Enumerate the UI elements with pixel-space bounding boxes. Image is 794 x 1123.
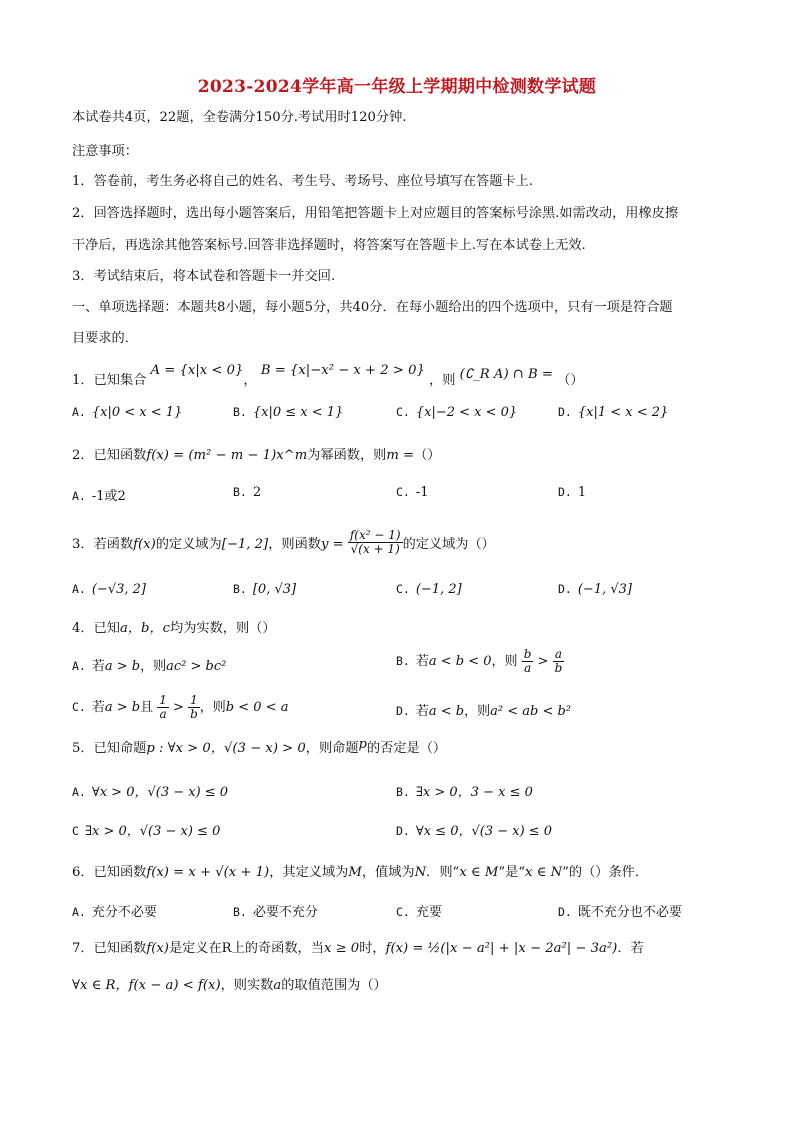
fraction-den: b	[190, 707, 198, 721]
option-cond: a > b	[104, 659, 141, 674]
option-result: a² < ab < b²	[490, 704, 572, 719]
option-label: D.	[396, 704, 410, 718]
q2-m: m =	[386, 448, 415, 463]
q7-ask: 的取值范围为（）	[281, 978, 387, 993]
q1-paren: （）	[557, 373, 584, 388]
option-text: (−1, 2]	[415, 582, 462, 597]
q1-option-d	[558, 405, 668, 420]
option-label: D.	[558, 485, 572, 499]
q7-condition: ∀x ∈ R，f(x − a) < f(x)	[72, 978, 221, 993]
question-7-stem	[72, 940, 644, 958]
option-cond: a > b	[104, 700, 141, 715]
fraction-num: 1	[159, 693, 167, 707]
q2-option-d	[558, 485, 586, 500]
section-heading-line2: 目要求的．	[72, 331, 138, 346]
option-label: A.	[72, 405, 86, 419]
q1-then: ，则	[429, 373, 456, 388]
q7-then: ，则实数	[220, 978, 274, 993]
q1-set-b: B = {x|−x² − x + 2 > 0}	[260, 363, 425, 378]
fraction-den: a	[159, 707, 167, 721]
question-7-stem-line2	[72, 977, 387, 995]
q2-expression: f(x) = (m² − m − 1)x^m	[146, 448, 308, 463]
q4-tail: 均为实数，则（）	[170, 621, 276, 636]
q3-numerator: f(x² − 1)	[349, 528, 401, 542]
notice-heading: 注意事项：	[72, 144, 138, 159]
q3-option-d	[558, 582, 632, 597]
option-text: -1	[415, 485, 429, 500]
q7-mid1: 是定义在R上的奇函数，当	[168, 941, 324, 956]
option-fraction-1	[157, 694, 169, 721]
q6-mid4: ”是“	[498, 865, 526, 880]
q5-p: p	[358, 737, 367, 752]
option-label: B.	[233, 485, 247, 499]
option-text: ∃x > 0，3 − x ≤ 0	[415, 785, 533, 800]
option-label: A.	[72, 905, 86, 919]
option-mid: ，则	[491, 654, 518, 669]
option-label: C	[72, 824, 79, 838]
q5-tail: 的否定是（）	[367, 741, 447, 756]
option-text: [0, √3]	[252, 582, 297, 597]
q1-expression: (∁_R A) ∩ B =	[459, 367, 553, 382]
option-mid: ，则	[464, 704, 491, 719]
question-3-stem	[72, 528, 495, 558]
q3-tail: 的定义域为（）	[402, 537, 495, 552]
q4-vars: a，b，c	[119, 621, 171, 636]
q2-option-a	[72, 485, 126, 504]
option-label: D.	[558, 405, 572, 419]
option-label: A.	[72, 785, 86, 799]
option-label: B.	[396, 654, 410, 668]
option-label: C.	[396, 405, 410, 419]
question-2-stem	[72, 447, 440, 465]
option-text: 必要不充分	[252, 905, 318, 920]
option-label: D.	[396, 824, 410, 838]
option-text: {x|1 < x < 2}	[577, 405, 669, 420]
q6-mid2: ，值域为	[361, 865, 415, 880]
fraction-num: a	[553, 648, 565, 662]
option-fraction-2	[188, 694, 200, 721]
q7-tail: ．若	[617, 941, 644, 956]
option-text: {x|−2 < x < 0}	[415, 405, 518, 420]
option-label: A.	[72, 582, 86, 596]
option-cond: a < b < 0	[428, 654, 492, 669]
q6-mid3: ．则“	[426, 865, 460, 880]
q6-cond1: x ∈ M	[459, 865, 499, 880]
q7-mid2: 时，	[359, 941, 386, 956]
q2-mid: 为幂函数，则	[307, 448, 387, 463]
q6-cond2: x ∈ N	[525, 865, 563, 880]
q6-N: N	[414, 865, 427, 880]
q6-tail: ”的（）条件．	[562, 865, 649, 880]
question-1-stem	[72, 363, 584, 390]
option-label: C.	[72, 700, 86, 714]
q6-option-b	[233, 901, 318, 920]
option-label: B.	[233, 582, 247, 596]
option-text: ∀x > 0，√(3 − x) ≤ 0	[91, 785, 229, 800]
notice-1: 1．答卷前，考生务必将自己的姓名、考生号、考场号、座位号填写在答题卡上.	[72, 174, 533, 189]
q3-denominator: √(x + 1)	[350, 542, 400, 556]
q3-option-a	[72, 582, 146, 597]
q7-cond: x ≥ 0	[323, 941, 360, 956]
section-heading-line1: 一、单项选择题：本题共8小题，每小题5分，共40分．在每小题给出的四个选项中，只有一项是符合题	[72, 300, 673, 315]
option-label: C.	[396, 905, 410, 919]
option-text: (−√3, 2]	[91, 582, 146, 597]
option-text: ∃x > 0，√(3 − x) ≤ 0	[84, 824, 221, 839]
option-label: D.	[558, 905, 572, 919]
option-text: ∀x ≤ 0，√(3 − x) ≤ 0	[415, 824, 553, 839]
q5-prefix: 5．已知命题	[72, 741, 147, 756]
option-text: -1或2	[91, 489, 126, 504]
option-result: ac² > bc²	[166, 659, 227, 674]
option-pre: 若	[91, 700, 105, 715]
fraction-den: a	[523, 661, 532, 675]
exam-intro: 本试卷共4页，22题，全卷满分150分.考试用时120分钟.	[72, 110, 407, 125]
option-text: {x|0 < x < 1}	[91, 405, 183, 420]
q3-then: ，则函数	[268, 537, 321, 552]
option-label: B.	[396, 785, 410, 799]
q7-expression: f(x) = ½(|x − a²| + |x − 2a²| − 3a²)	[385, 941, 618, 956]
option-result: b < 0 < a	[225, 700, 289, 715]
q6-option-d	[558, 901, 682, 920]
option-mid: ，则	[199, 700, 226, 715]
option-label: A.	[72, 489, 86, 503]
option-fraction-1	[522, 648, 534, 675]
option-gt: >	[173, 700, 184, 715]
option-and: 且	[140, 700, 154, 715]
option-label: B.	[233, 905, 247, 919]
notice-2-cont: 干净后，再选涂其他答案标号.回答非选择题时，将答案写在答题卡上.写在本试卷上无效.	[72, 238, 586, 253]
q3-fx: f(x)	[133, 537, 156, 552]
exam-title: 2023-2024学年高一年级上学期期中检测数学试题	[197, 77, 597, 97]
option-label: D.	[558, 582, 572, 596]
notice-2: 2．回答选择题时，选出每小题答案后，用铅笔把答题卡上对应题目的答案标号涂黑.如需改动，用橡皮擦	[72, 206, 679, 221]
option-label: B.	[233, 405, 247, 419]
q4-option-c	[72, 694, 288, 721]
q5-proposition: p : ∀x > 0，√(3 − x) > 0	[146, 741, 306, 756]
option-label: A.	[72, 659, 86, 673]
q7-prefix: 7．已知函数	[72, 941, 147, 956]
q2-paren: （）	[414, 448, 441, 463]
q3-option-c	[396, 582, 462, 597]
q6-expression: f(x) = x + √(x + 1)	[146, 865, 270, 880]
option-pre: 若	[91, 659, 105, 674]
q1-option-b	[233, 405, 343, 420]
q3-option-b	[233, 582, 296, 597]
fraction-den: b	[554, 661, 563, 675]
option-fraction-2	[553, 648, 565, 675]
option-text: 1	[577, 485, 587, 500]
question-4-stem	[72, 620, 276, 638]
q4-option-b	[396, 648, 564, 675]
q6-M: M	[348, 865, 362, 880]
q5-then: ，则命题	[305, 741, 359, 756]
q5-option-c	[72, 820, 220, 839]
q5-option-a	[72, 781, 228, 800]
q2-prefix: 2．已知函数	[72, 448, 147, 463]
option-label: C.	[396, 582, 410, 596]
q3-y: y =	[320, 537, 344, 552]
q1-comma: ，	[243, 373, 257, 388]
q6-option-a	[72, 901, 157, 920]
option-text: {x|0 ≤ x < 1}	[252, 405, 344, 420]
fraction-num: 1	[188, 694, 200, 708]
q1-option-c	[396, 405, 517, 420]
option-pre: 若	[415, 704, 429, 719]
option-mid: ，则	[140, 659, 167, 674]
option-pre: 若	[415, 654, 429, 669]
q5-option-d	[396, 820, 552, 839]
q3-fraction	[348, 529, 403, 556]
q6-mid1: ，其定义域为	[269, 865, 349, 880]
q2-option-b	[233, 485, 261, 500]
q3-interval: [−1, 2]	[221, 537, 269, 552]
q6-prefix: 6．已知函数	[72, 865, 147, 880]
q5-option-b	[396, 781, 533, 800]
q3-prefix: 3．若函数	[72, 537, 134, 552]
question-5-stem	[72, 737, 447, 758]
option-text: (−1, √3]	[577, 582, 632, 597]
notice-3: 3．考试结束后，将本试卷和答题卡一并交回.	[72, 269, 336, 284]
q3-domain-text: 的定义域为	[155, 537, 222, 552]
fraction-num: b	[523, 647, 532, 661]
question-6-stem	[72, 864, 648, 882]
q1-option-a	[72, 405, 182, 420]
option-text: 2	[252, 485, 262, 500]
q2-option-c	[396, 485, 429, 500]
option-cond: a < b	[428, 704, 465, 719]
option-gt: >	[537, 654, 549, 669]
q4-option-d	[396, 700, 571, 719]
q1-set-a: A = {x|x < 0}	[150, 363, 244, 378]
q7-a: a	[273, 978, 282, 993]
q6-option-c	[396, 901, 442, 920]
q1-prefix: 1．已知集合	[72, 373, 147, 388]
q4-prefix: 4．已知	[72, 621, 120, 636]
option-text: 充分不必要	[91, 905, 157, 920]
q7-fx: f(x)	[146, 941, 169, 956]
q4-option-a	[72, 655, 226, 674]
option-text: 既不充分也不必要	[577, 905, 682, 920]
option-text: 充要	[415, 905, 442, 920]
option-label: C.	[396, 485, 410, 499]
